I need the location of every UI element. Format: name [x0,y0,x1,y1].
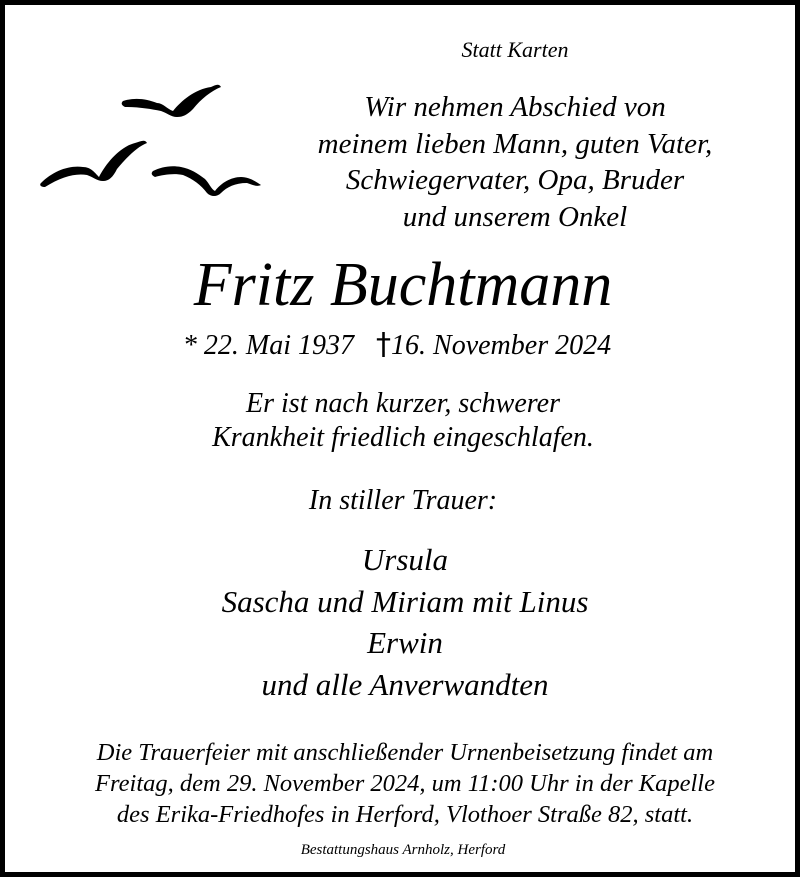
intro-line: meinem lieben Mann, guten Vater, [317,127,713,160]
birth-date: * 22. Mai 1937 [182,330,355,361]
family-line: und alle Anverwandten [261,666,549,702]
ceremony-line: Die Trauerfeier mit anschließender Urnenbeisetzung findet am [96,739,714,766]
family-line: Sascha und Miriam mit Linus [221,583,589,619]
illness-statement [3,387,800,455]
intro-line: Schwiegervater, Opa, Bruder [345,164,685,196]
death-date: 16. November 2024 [391,330,612,361]
ceremony-line: des Erika-Friedhofes in Herford, Vlothoer Straße 82, statt. [116,801,694,828]
mourning-label: In stiller Trauer: [308,485,498,516]
statt-karten: Statt Karten [461,37,569,62]
intro-line: Wir nehmen Abschied von [364,91,666,123]
intro-line: und unserem Onkel [402,200,628,233]
ceremony-info [5,737,800,830]
undertaker-credit: Bestattungshaus Arnholz, Herford [300,842,506,858]
illness-line: Er ist nach kurzer, schwerer [246,388,560,419]
illness-line: Krankheit friedlich eingeschlafen. [212,422,594,453]
farewell-intro [115,89,800,235]
family-line: Erwin [367,625,443,660]
family-line: Ursula [361,542,449,577]
life-dates [0,327,797,362]
deceased-name: Fritz Buchtmann [193,251,613,319]
family-list [5,539,800,705]
ceremony-line: Freitag, dem 29. November 2024, um 11:00 Uhr in der Kapelle [95,770,715,797]
cross-icon: † [376,327,392,362]
